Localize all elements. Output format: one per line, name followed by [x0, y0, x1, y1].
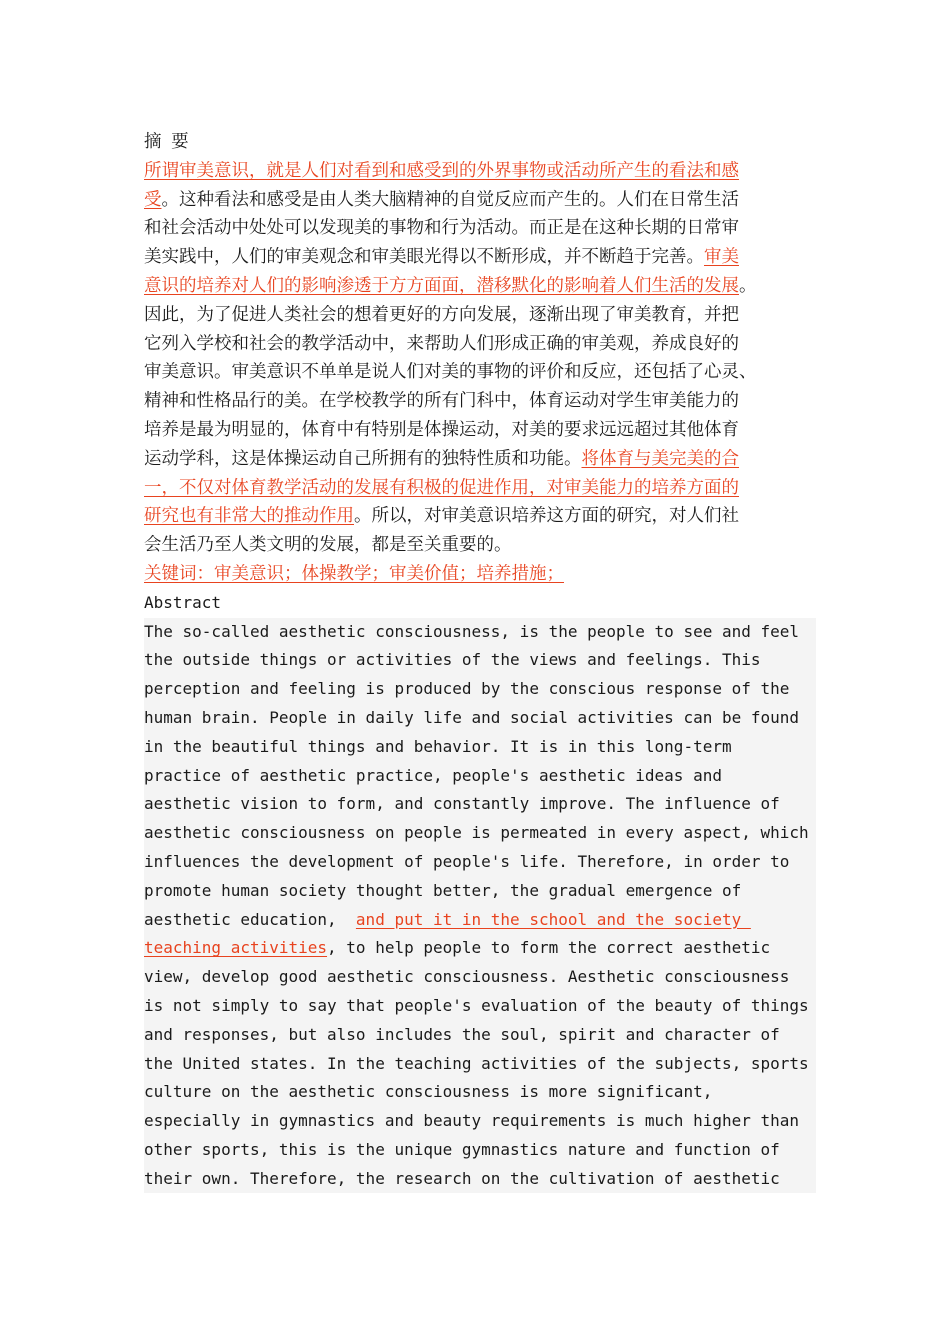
keywords-text: 关键词：审美意识；体操教学；审美价值；培养措施；: [144, 563, 564, 584]
english-line: aesthetic vision to form, and constantly improve. The influence of: [144, 790, 816, 819]
chinese-line: [144, 186, 816, 215]
chinese-highlight: 研究也有非常大的推动作用: [144, 506, 354, 527]
chinese-highlight: 将体育与美完美的合: [581, 448, 739, 469]
english-line: The so-called aesthetic consciousness, is the people to see and feel: [144, 618, 816, 647]
english-line-12: [144, 934, 816, 963]
chinese-line: [144, 272, 816, 301]
chinese-text: 。: [739, 275, 757, 296]
english-line: view, develop good aesthetic consciousness. Aesthetic consciousness: [144, 963, 816, 992]
english-abstract-heading: Abstract: [144, 592, 222, 612]
english-abstract-body: [144, 618, 816, 1194]
keywords-line: [144, 560, 816, 589]
english-body-part-2: [144, 963, 816, 1193]
chinese-highlight: 意识的培养对人们的影响渗透于方方面面，潜移默化的影响着人们生活的发展: [144, 275, 739, 296]
english-line: perception and feeling is produced by the conscious response of the: [144, 675, 816, 704]
english-line: practice of aesthetic practice, people's aesthetic ideas and: [144, 762, 816, 791]
chinese-line: [144, 330, 816, 359]
english-highlight-1: and put it in the school and the society: [355, 909, 751, 929]
english-line: human brain. People in daily life and social activities can be found: [144, 704, 816, 733]
chinese-line: [144, 358, 816, 387]
chinese-line: [144, 531, 816, 560]
chinese-text: 培养是最为明显的，体育中有特别是体操运动，对美的要求远远超过其他体育: [144, 419, 739, 440]
english-line-12-text: , to help people to form the correct aesthetic: [327, 938, 771, 958]
english-line: especially in gymnastics and beauty requirements is much higher than: [144, 1107, 816, 1136]
chinese-line: [144, 214, 816, 243]
chinese-highlight: 受: [144, 189, 162, 210]
english-line: in the beautiful things and behavior. It is in this long-term: [144, 733, 816, 762]
document-page: [144, 128, 816, 1193]
chinese-text: 精神和性格品行的美。在学校教学的所有门科中，体育运动对学生审美能力的: [144, 391, 739, 412]
english-line-11-text: aesthetic education,: [144, 909, 356, 929]
chinese-abstract-heading: 摘 要: [144, 132, 191, 152]
chinese-line: [144, 301, 816, 330]
chinese-line: [144, 157, 816, 186]
chinese-line: [144, 387, 816, 416]
chinese-line: [144, 502, 816, 531]
chinese-text: 。这种看法和感受是由人类大脑精神的自觉反应而产生的。人们在日常生活: [161, 189, 739, 210]
chinese-text: 会生活乃至人类文明的发展，都是至关重要的。: [144, 535, 512, 556]
english-line: culture on the aesthetic consciousness is more significant,: [144, 1078, 816, 1107]
chinese-text: 它列入学校和社会的教学活动中，来帮助人们形成正确的审美观，养成良好的: [144, 333, 739, 354]
chinese-line: [144, 243, 816, 272]
english-line: the United states. In the teaching activities of the subjects, sports: [144, 1050, 816, 1079]
english-highlight-2: teaching activities: [144, 938, 328, 958]
english-line: is not simply to say that people's evaluation of the beauty of things: [144, 992, 816, 1021]
english-line: aesthetic consciousness on people is permeated in every aspect, which: [144, 819, 816, 848]
english-line: other sports, this is the unique gymnastics nature and function of: [144, 1136, 816, 1165]
chinese-highlight: 一，不仅对体育教学活动的发展有积极的促进作用，对审美能力的培养方面的: [144, 477, 739, 498]
english-line: influences the development of people's life. Therefore, in order to: [144, 848, 816, 877]
chinese-text: 审美意识。审美意识不单单是说人们对美的事物的评价和反应，还包括了心灵、: [144, 362, 757, 383]
english-line: promote human society thought better, the gradual emergence of: [144, 877, 816, 906]
chinese-abstract-body: [144, 157, 816, 560]
english-line-11: [144, 906, 816, 935]
chinese-line: [144, 445, 816, 474]
english-line: the outside things or activities of the views and feelings. This: [144, 646, 816, 675]
chinese-line: [144, 416, 816, 445]
chinese-text: 。所以，对审美意识培养这方面的研究，对人们社: [354, 506, 739, 527]
chinese-text: 运动学科，这是体操运动自己所拥有的独特性质和功能。: [144, 448, 582, 469]
chinese-highlight: 所谓审美意识，就是人们对看到和感受到的外界事物或活动所产生的看法和感: [144, 160, 739, 181]
chinese-text: 因此，为了促进人类社会的想着更好的方向发展，逐渐出现了审美教育，并把: [144, 304, 739, 325]
chinese-highlight: 审美: [704, 247, 739, 268]
english-line: their own. Therefore, the research on the cultivation of aesthetic: [144, 1165, 816, 1194]
chinese-text: 和社会活动中处处可以发现美的事物和行为活动。而正是在这种长期的日常审: [144, 218, 739, 239]
english-body-part-1: [144, 618, 816, 906]
english-line: and responses, but also includes the soul, spirit and character of: [144, 1021, 816, 1050]
chinese-text: 美实践中，人们的审美观念和审美眼光得以不断形成，并不断趋于完善。: [144, 247, 704, 268]
chinese-line: [144, 474, 816, 503]
